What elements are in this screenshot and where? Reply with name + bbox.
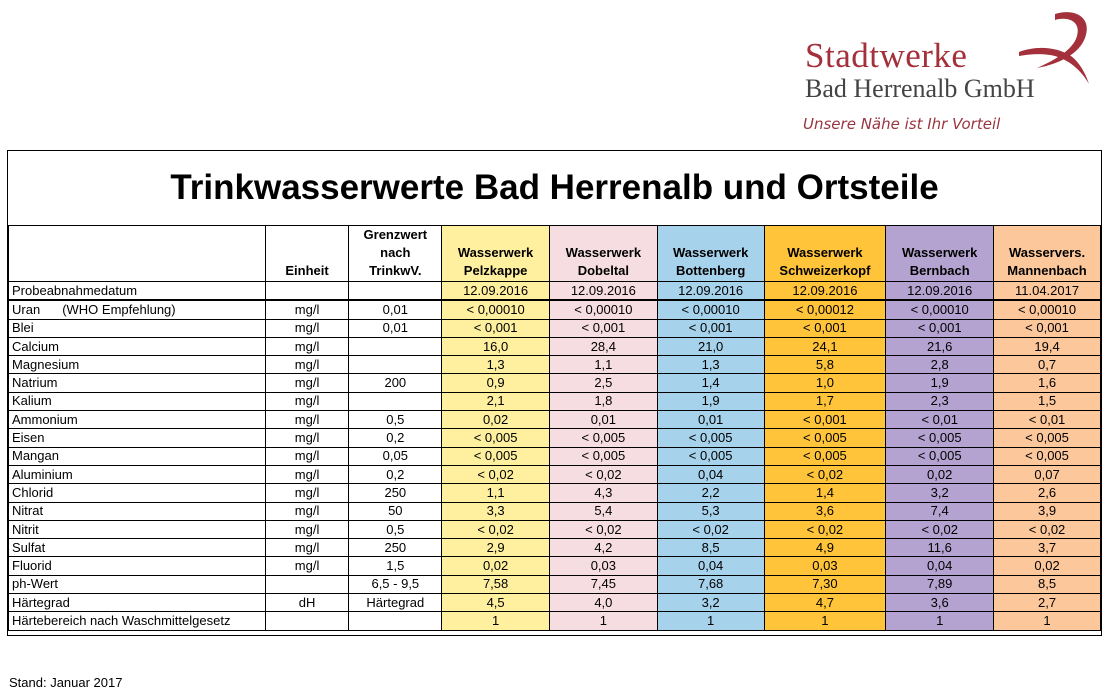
unit-cell [265, 575, 349, 593]
value-cell: 21,6 [886, 337, 994, 355]
value-cell: 5,8 [764, 356, 886, 374]
value-cell: < 0,02 [442, 520, 550, 538]
header-plant-mannenbach [994, 226, 1101, 282]
date-value: 11.04.2017 [994, 282, 1101, 301]
limit-cell: 0,01 [349, 300, 442, 319]
value-cell: < 0,005 [886, 447, 994, 465]
value-cell: < 0,00010 [549, 300, 657, 319]
value-cell: 0,02 [994, 557, 1101, 575]
value-cell: 7,4 [886, 502, 994, 520]
parameter-name: Natrium [12, 375, 58, 391]
table-row [9, 392, 1101, 410]
value-cell: < 0,02 [764, 465, 886, 483]
value-cell: 3,3 [442, 502, 550, 520]
table-row [9, 539, 1101, 557]
value-cell: 4,7 [764, 594, 886, 612]
value-cell: 4,2 [549, 539, 657, 557]
table-row [9, 319, 1101, 337]
value-cell: < 0,00010 [657, 300, 764, 319]
value-cell: 3,6 [886, 594, 994, 612]
value-cell: 3,2 [886, 484, 994, 502]
date-row-label: Probeabnahmedatum [9, 282, 266, 301]
value-cell: < 0,005 [657, 447, 764, 465]
plant-line1: Wasserwerk [565, 245, 642, 260]
company-logo [800, 8, 1100, 138]
table-row [9, 594, 1101, 612]
header-plant-schweizerkopf [764, 226, 886, 282]
value-cell: 1 [886, 612, 994, 630]
value-cell: 2,3 [886, 392, 994, 410]
header-plant-bernbach [886, 226, 994, 282]
value-cell: < 0,02 [657, 520, 764, 538]
parameter-name: Mangan [12, 448, 59, 464]
plant-line2: Schweizerkopf [779, 263, 871, 278]
value-cell: 3,7 [994, 539, 1101, 557]
unit-cell: mg/l [265, 392, 349, 410]
table-row [9, 356, 1101, 374]
date-value: 12.09.2016 [764, 282, 886, 301]
date-value: 12.09.2016 [549, 282, 657, 301]
header-plant-dobeltal [549, 226, 657, 282]
parameter-name: Sulfat [12, 539, 46, 555]
unit-cell: mg/l [265, 539, 349, 557]
header-grenzwert-line1: Grenzwert [363, 227, 428, 242]
parameter-name: Magnesium [12, 356, 80, 372]
table-row [9, 465, 1101, 483]
header-grenzwert-line2: nach [380, 245, 411, 260]
plant-line2: Mannenbach [1007, 263, 1087, 278]
value-cell: 2,6 [994, 484, 1101, 502]
value-cell: 8,5 [657, 539, 764, 557]
unit-cell: mg/l [265, 429, 349, 447]
value-cell: 0,02 [442, 411, 550, 429]
limit-cell: 250 [349, 484, 442, 502]
limit-cell: 0,5 [349, 520, 442, 538]
parameter-cell [9, 594, 266, 612]
value-cell: 24,1 [764, 337, 886, 355]
plant-line1: Wasservers. [1008, 245, 1086, 260]
value-cell: 1,8 [549, 392, 657, 410]
limit-cell [349, 612, 442, 630]
value-cell: < 0,005 [549, 447, 657, 465]
value-cell: 19,4 [994, 337, 1101, 355]
table-row [9, 447, 1101, 465]
value-cell: 7,89 [886, 575, 994, 593]
plant-line2: Bernbach [909, 263, 970, 278]
value-cell: 4,3 [549, 484, 657, 502]
plant-line2: Pelzkappe [463, 263, 528, 278]
parameter-name: Ammonium [12, 411, 78, 427]
table-row [9, 374, 1101, 392]
parameter-cell [9, 374, 266, 392]
header-einheit: Einheit [265, 226, 349, 282]
limit-cell: 6,5 - 9,5 [349, 575, 442, 593]
value-cell: 1,9 [886, 374, 994, 392]
parameter-cell [9, 411, 266, 429]
parameter-name: Chlorid [12, 484, 54, 500]
unit-cell: mg/l [265, 557, 349, 575]
table-row [9, 337, 1101, 355]
header-row [9, 226, 1101, 282]
value-cell: 3,9 [994, 502, 1101, 520]
limit-cell [349, 356, 442, 374]
value-cell: 1,3 [657, 356, 764, 374]
value-cell: 3,6 [764, 502, 886, 520]
value-cell: < 0,001 [764, 319, 886, 337]
value-cell: < 0,005 [549, 429, 657, 447]
value-cell: 11,6 [886, 539, 994, 557]
parameter-cell [9, 319, 266, 337]
value-cell: 4,9 [764, 539, 886, 557]
limit-cell: 250 [349, 539, 442, 557]
value-cell: 1,9 [657, 392, 764, 410]
table-row [9, 484, 1101, 502]
value-cell: 1 [657, 612, 764, 630]
table-row [9, 411, 1101, 429]
value-cell: 7,58 [442, 575, 550, 593]
value-cell: < 0,005 [994, 429, 1101, 447]
value-cell: < 0,001 [549, 319, 657, 337]
value-cell: < 0,00010 [886, 300, 994, 319]
limit-cell: 50 [349, 502, 442, 520]
value-cell: 21,0 [657, 337, 764, 355]
header-plant-pelzkappe [442, 226, 550, 282]
unit-cell: mg/l [265, 447, 349, 465]
parameter-cell [9, 612, 266, 630]
logo-company-location: Bad Herrenalb GmbH [805, 74, 1035, 103]
header-plant-bottenberg [657, 226, 764, 282]
value-cell: 8,5 [994, 575, 1101, 593]
value-cell: 1 [994, 612, 1101, 630]
unit-cell: mg/l [265, 319, 349, 337]
parameter-name: Eisen [12, 430, 45, 446]
parameter-cell [9, 520, 266, 538]
value-cell: 2,7 [994, 594, 1101, 612]
unit-cell: mg/l [265, 356, 349, 374]
value-cell: < 0,005 [764, 447, 886, 465]
plant-line1: Wasserwerk [787, 245, 863, 260]
parameter-name: Calcium [12, 338, 59, 354]
value-cell: < 0,005 [442, 429, 550, 447]
value-cell: 2,2 [657, 484, 764, 502]
water-values-sheet [7, 150, 1102, 636]
parameter-cell [9, 557, 266, 575]
date-value: 12.09.2016 [657, 282, 764, 301]
parameter-cell [9, 337, 266, 355]
unit-cell: mg/l [265, 484, 349, 502]
value-cell: < 0,005 [994, 447, 1101, 465]
parameter-cell [9, 356, 266, 374]
header-grenzwert [349, 226, 442, 282]
value-cell: < 0,01 [886, 411, 994, 429]
limit-cell: Härtegrad [349, 594, 442, 612]
parameter-name: Kalium [12, 393, 52, 409]
value-cell: < 0,02 [442, 465, 550, 483]
footer-status-date: Stand: Januar 2017 [9, 675, 123, 690]
value-cell: < 0,02 [549, 520, 657, 538]
value-cell: 0,01 [549, 411, 657, 429]
value-cell: 4,0 [549, 594, 657, 612]
table-row [9, 612, 1101, 630]
value-cell: 1 [764, 612, 886, 630]
value-cell: < 0,005 [657, 429, 764, 447]
value-cell: 1 [442, 612, 550, 630]
limit-cell: 0,01 [349, 319, 442, 337]
value-cell: 1,4 [764, 484, 886, 502]
value-cell: 2,8 [886, 356, 994, 374]
plant-line1: Wasserwerk [901, 245, 978, 260]
value-cell: < 0,001 [442, 319, 550, 337]
value-cell: 16,0 [442, 337, 550, 355]
table-row [9, 575, 1101, 593]
value-cell: 5,3 [657, 502, 764, 520]
table-row [9, 502, 1101, 520]
limit-cell: 0,5 [349, 411, 442, 429]
parameter-name: Härtebereich nach Waschmittelgesetz [12, 612, 231, 628]
value-cell: 0,9 [442, 374, 550, 392]
parameter-name: ph-Wert [12, 576, 58, 592]
value-cell: 0,04 [657, 465, 764, 483]
limit-cell: 0,2 [349, 429, 442, 447]
logo-company-name: Stadtwerke [805, 36, 968, 75]
parameter-cell [9, 539, 266, 557]
value-cell: 0,04 [657, 557, 764, 575]
unit-cell: mg/l [265, 520, 349, 538]
date-value: 12.09.2016 [442, 282, 550, 301]
value-cell: 1,7 [764, 392, 886, 410]
parameter-name: Blei [12, 320, 34, 336]
plant-line2: Dobeltal [577, 263, 630, 278]
value-cell: < 0,02 [994, 520, 1101, 538]
unit-cell: mg/l [265, 465, 349, 483]
value-cell: 0,01 [657, 411, 764, 429]
value-cell: 7,68 [657, 575, 764, 593]
value-cell: < 0,001 [764, 411, 886, 429]
value-cell: < 0,001 [657, 319, 764, 337]
table-row [9, 300, 1101, 319]
limit-cell [349, 392, 442, 410]
unit-cell: dH [265, 594, 349, 612]
value-cell: 1,0 [764, 374, 886, 392]
value-cell: 0,07 [994, 465, 1101, 483]
value-cell: 0,02 [442, 557, 550, 575]
header-grenzwert-line3: TrinkwV. [369, 263, 422, 278]
value-cell: 1,1 [549, 356, 657, 374]
header-parameter-blank [9, 226, 266, 282]
parameter-name: Nitrat [12, 503, 44, 519]
value-cell: < 0,02 [764, 520, 886, 538]
parameter-name: Uran [12, 301, 41, 317]
value-cell: 0,02 [886, 465, 994, 483]
unit-cell: mg/l [265, 374, 349, 392]
table-row [9, 557, 1101, 575]
parameter-cell [9, 502, 266, 520]
parameter-cell [9, 447, 266, 465]
value-cell: 1,4 [657, 374, 764, 392]
table-row [9, 520, 1101, 538]
value-cell: 7,30 [764, 575, 886, 593]
limit-cell [349, 337, 442, 355]
plant-line2: Bottenberg [675, 263, 746, 278]
sampling-date-row [9, 282, 1101, 301]
date-row-unit-blank [265, 282, 349, 301]
value-cell: 1,3 [442, 356, 550, 374]
unit-cell: mg/l [265, 337, 349, 355]
unit-cell [265, 612, 349, 630]
unit-cell: mg/l [265, 411, 349, 429]
value-cell: < 0,01 [994, 411, 1101, 429]
unit-cell: mg/l [265, 300, 349, 319]
parameter-name: Nitrit [12, 521, 39, 537]
parameter-name: Aluminium [12, 466, 73, 482]
value-cell: 1 [549, 612, 657, 630]
parameter-note: (WHO Empfehlung) [62, 301, 176, 317]
value-cell: < 0,02 [549, 465, 657, 483]
table-row [9, 429, 1101, 447]
limit-cell: 0,05 [349, 447, 442, 465]
value-cell: < 0,00010 [994, 300, 1101, 319]
value-cell: 2,9 [442, 539, 550, 557]
value-cell: 2,5 [549, 374, 657, 392]
value-cell: 7,45 [549, 575, 657, 593]
value-cell: < 0,005 [886, 429, 994, 447]
water-values-table [8, 225, 1101, 631]
value-cell: 1,6 [994, 374, 1101, 392]
value-cell: 0,03 [549, 557, 657, 575]
value-cell: 1,5 [994, 392, 1101, 410]
value-cell: 5,4 [549, 502, 657, 520]
value-cell: 2,1 [442, 392, 550, 410]
value-cell: < 0,005 [764, 429, 886, 447]
limit-cell: 1,5 [349, 557, 442, 575]
logo-slogan: Unsere Nähe ist Ihr Vorteil [803, 115, 1001, 133]
value-cell: < 0,00012 [764, 300, 886, 319]
value-cell: < 0,001 [994, 319, 1101, 337]
value-cell: 0,7 [994, 356, 1101, 374]
value-cell: 3,2 [657, 594, 764, 612]
parameter-cell [9, 484, 266, 502]
value-cell: 1,1 [442, 484, 550, 502]
value-cell: < 0,005 [442, 447, 550, 465]
value-cell: < 0,00010 [442, 300, 550, 319]
date-value: 12.09.2016 [886, 282, 994, 301]
parameter-cell [9, 392, 266, 410]
value-cell: 0,03 [764, 557, 886, 575]
value-cell: 4,5 [442, 594, 550, 612]
parameter-cell [9, 300, 266, 319]
limit-cell: 200 [349, 374, 442, 392]
value-cell: 28,4 [549, 337, 657, 355]
value-cell: 0,04 [886, 557, 994, 575]
parameter-name: Fluorid [12, 558, 52, 574]
date-row-limit-blank [349, 282, 442, 301]
value-cell: < 0,001 [886, 319, 994, 337]
plant-line1: Wasserwerk [672, 245, 749, 260]
page-title: Trinkwasserwerte Bad Herrenalb und Ortsteile [8, 151, 1101, 226]
plant-line1: Wasserwerk [457, 245, 534, 260]
parameter-name: Härtegrad [12, 594, 70, 610]
limit-cell: 0,2 [349, 465, 442, 483]
parameter-cell [9, 465, 266, 483]
value-cell: < 0,02 [886, 520, 994, 538]
unit-cell: mg/l [265, 502, 349, 520]
parameter-cell [9, 429, 266, 447]
parameter-cell [9, 575, 266, 593]
